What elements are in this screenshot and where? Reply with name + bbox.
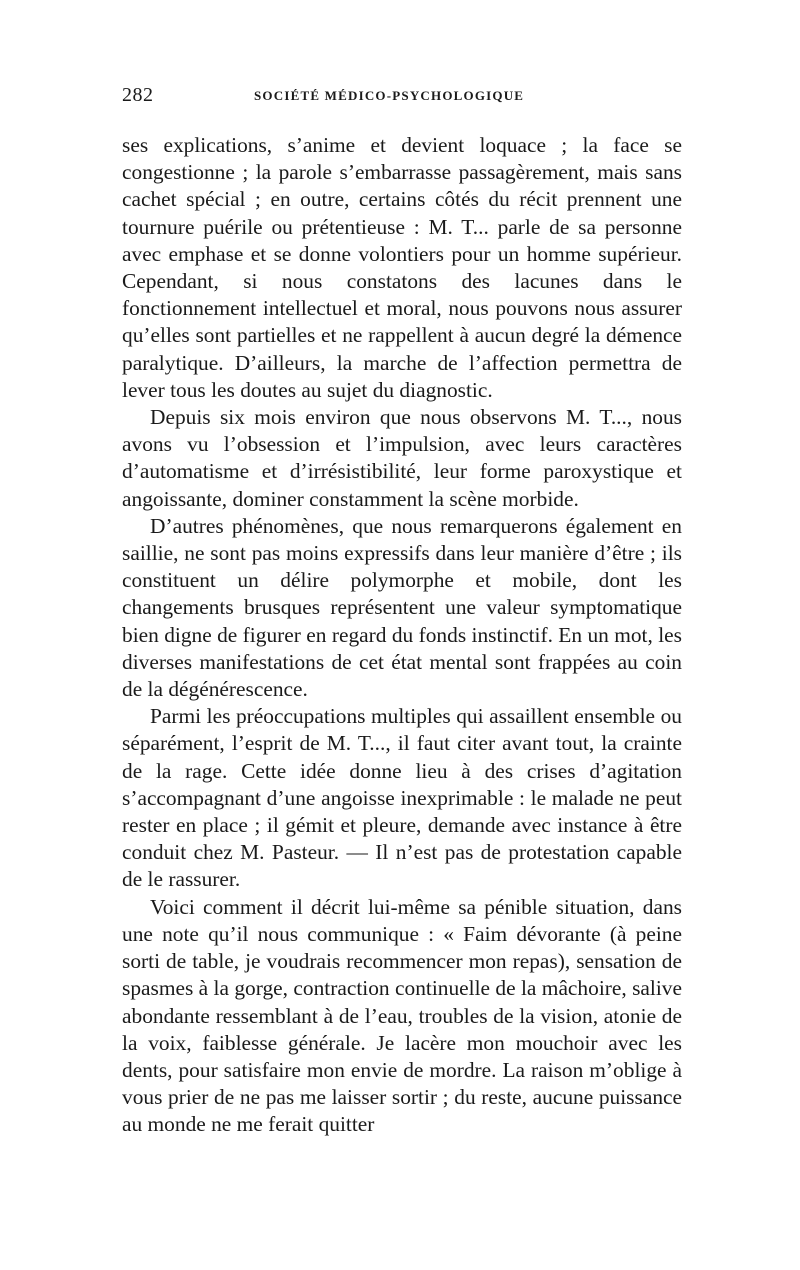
running-title: SOCIÉTÉ MÉDICO-PSYCHOLOGIQUE [254,88,525,103]
paragraph: D’autres phénomènes, que nous remarquerons également en saillie, ne sont pas moins expressifs dans leur manière d’être ; ils constituent un délire polymorphe et mobile, dont les changements brusques représentent une valeur symptomatique bien digne de figurer en regard du fonds instinctif. En un mot, les diverses manifestations de cet état mental sont frappées au coin de la dégénérescence. [122,513,682,702]
body-text [122,132,682,1139]
paragraph: Voici comment il décrit lui-même sa pénible situation, dans une note qu’il nous communique : « Faim dévorante (à peine sorti de table, je voudrais recommencer mon repas), sensation de spasmes à la gorge, contraction continuelle de la mâchoire, salive abondante ressemblant à de l’eau, troubles de la vision, atonie de la voix, faiblesse générale. Je lacère mon mouchoir avec les dents, pour satisfaire mon envie de mordre. La raison m’oblige à vous prier de ne pas me laisser sortir ; du reste, aucune puissance au monde ne me ferait quitter [122,894,682,1137]
page-number: 282 [122,84,154,106]
book-page [122,84,682,1139]
running-head [122,84,682,116]
paragraph-continued: ses explications, s’anime et devient loquace ; la face se congestionne ; la parole s’embarrasse passagèrement, mais sans cachet spécial ; en outre, certains côtés du récit prennent une tournure puérile ou prétentieuse : M. T... parle de sa personne avec emphase et se donne volontiers pour un homme supérieur. Cependant, si nous constatons des lacunes dans le fonctionnement intellectuel et moral, nous pouvons nous assurer qu’elles sont partielles et ne rappellent à aucun degré la démence paralytique. D’ailleurs, la marche de l’affection permettra de lever tous les doutes au sujet du diagnostic. [122,133,682,402]
paragraph: Parmi les préoccupations multiples qui assaillent ensemble ou séparément, l’esprit de M. T..., il faut citer avant tout, la crainte de la rage. Cette idée donne lieu à des crises d’agitation s’accompagnant d’une angoisse inexprimable : le malade ne peut rester en place ; il gémit et pleure, demande avec instance à être conduit chez M. Pasteur. — Il n’est pas de protestation capable de le rassurer. [122,704,682,892]
paragraph: Depuis six mois environ que nous observons M. T..., nous avons vu l’obsession et l’impulsion, avec leurs caractères d’automatisme et d’irrésistibilité, leur forme paroxystique et angoissante, dominer constamment la scène morbide. [122,405,682,511]
